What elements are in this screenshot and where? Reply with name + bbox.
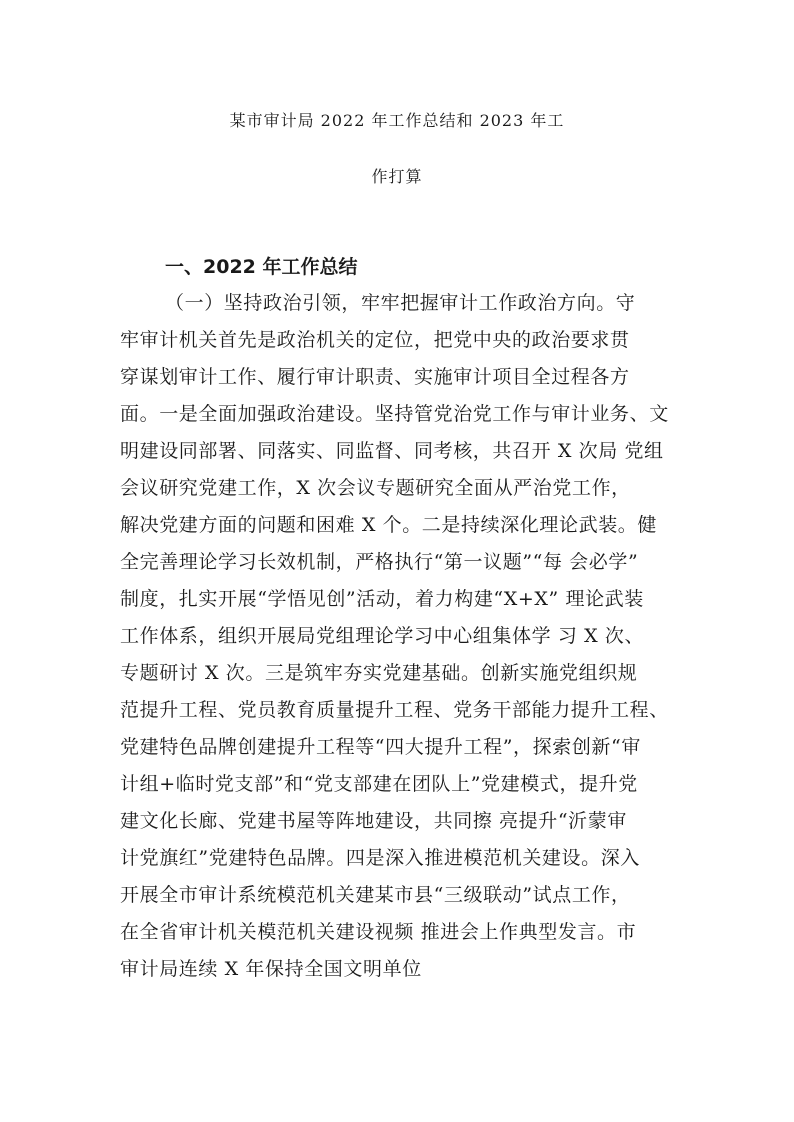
paragraph-line: 计组+临时党支部”和“党支部建在团队上”党建模式，提升党 <box>120 773 638 795</box>
paragraph-line: 面。一是全面加强政治建设。坚持管党治党工作与审计业务、文 <box>120 403 669 425</box>
section-heading: 一、2022 年工作总结 <box>165 256 358 278</box>
paragraph-line: 范提升工程、党员教育质量提升工程、党务干部能力提升工程、 <box>120 699 669 721</box>
paragraph-line: 明建设同部署、同落实、同监督、同考核，共召开 X 次局 党组 <box>120 440 664 462</box>
document-title-line-2: 作打算 <box>371 167 423 186</box>
paragraph-line: 审计局连续 X 年保持全国文明单位 <box>120 958 422 980</box>
document-title-line-1: 某市审计局 2022 年工作总结和 2023 年工 <box>229 111 565 130</box>
paragraph-line: 在全省审计机关模范机关建设视频 推进会上作典型发言。市 <box>120 921 637 943</box>
paragraph-line: 专题研讨 X 次。三是筑牢夯实党建基础。创新实施党组织规 <box>120 662 638 684</box>
paragraph-line: （一）坚持政治引领，牢牢把握审计工作政治方向。守 <box>165 292 636 314</box>
paragraph-line: 制度，扎实开展“学悟见创”活动，着力构建“X+X” 理论武装 <box>120 588 644 610</box>
paragraph-line: 建文化长廊、党建书屋等阵地建设，共同擦 亮提升“沂蒙审 <box>120 810 627 832</box>
paragraph-line: 全完善理论学习长效机制，严格执行“第一议题”“每 会必学” <box>120 551 639 573</box>
paragraph-line: 会议研究党建工作，X 次会议专题研究全面从严治党工作， <box>120 477 631 499</box>
paragraph-line: 解决党建方面的问题和困难 X 个。二是持续深化理论武装。健 <box>120 514 658 536</box>
paragraph-line: 穿谋划审计工作、履行审计职责、实施审计项目全过程各方 <box>120 366 630 388</box>
paragraph-line: 牢审计机关首先是政治机关的定位，把党中央的政治要求贯 <box>120 329 630 351</box>
paragraph-line: 工作体系，组织开展局党组理论学习中心组集体学 习 X 次、 <box>120 625 645 647</box>
paragraph-line: 计党旗红”党建特色品牌。四是深入推进模范机关建设。深入 <box>120 847 640 869</box>
paragraph-line: 开展全市审计系统模范机关建某市县“三级联动”试点工作， <box>120 884 631 906</box>
paragraph-line: 党建特色品牌创建提升工程等“四大提升工程”，探索创新“审 <box>120 736 641 758</box>
